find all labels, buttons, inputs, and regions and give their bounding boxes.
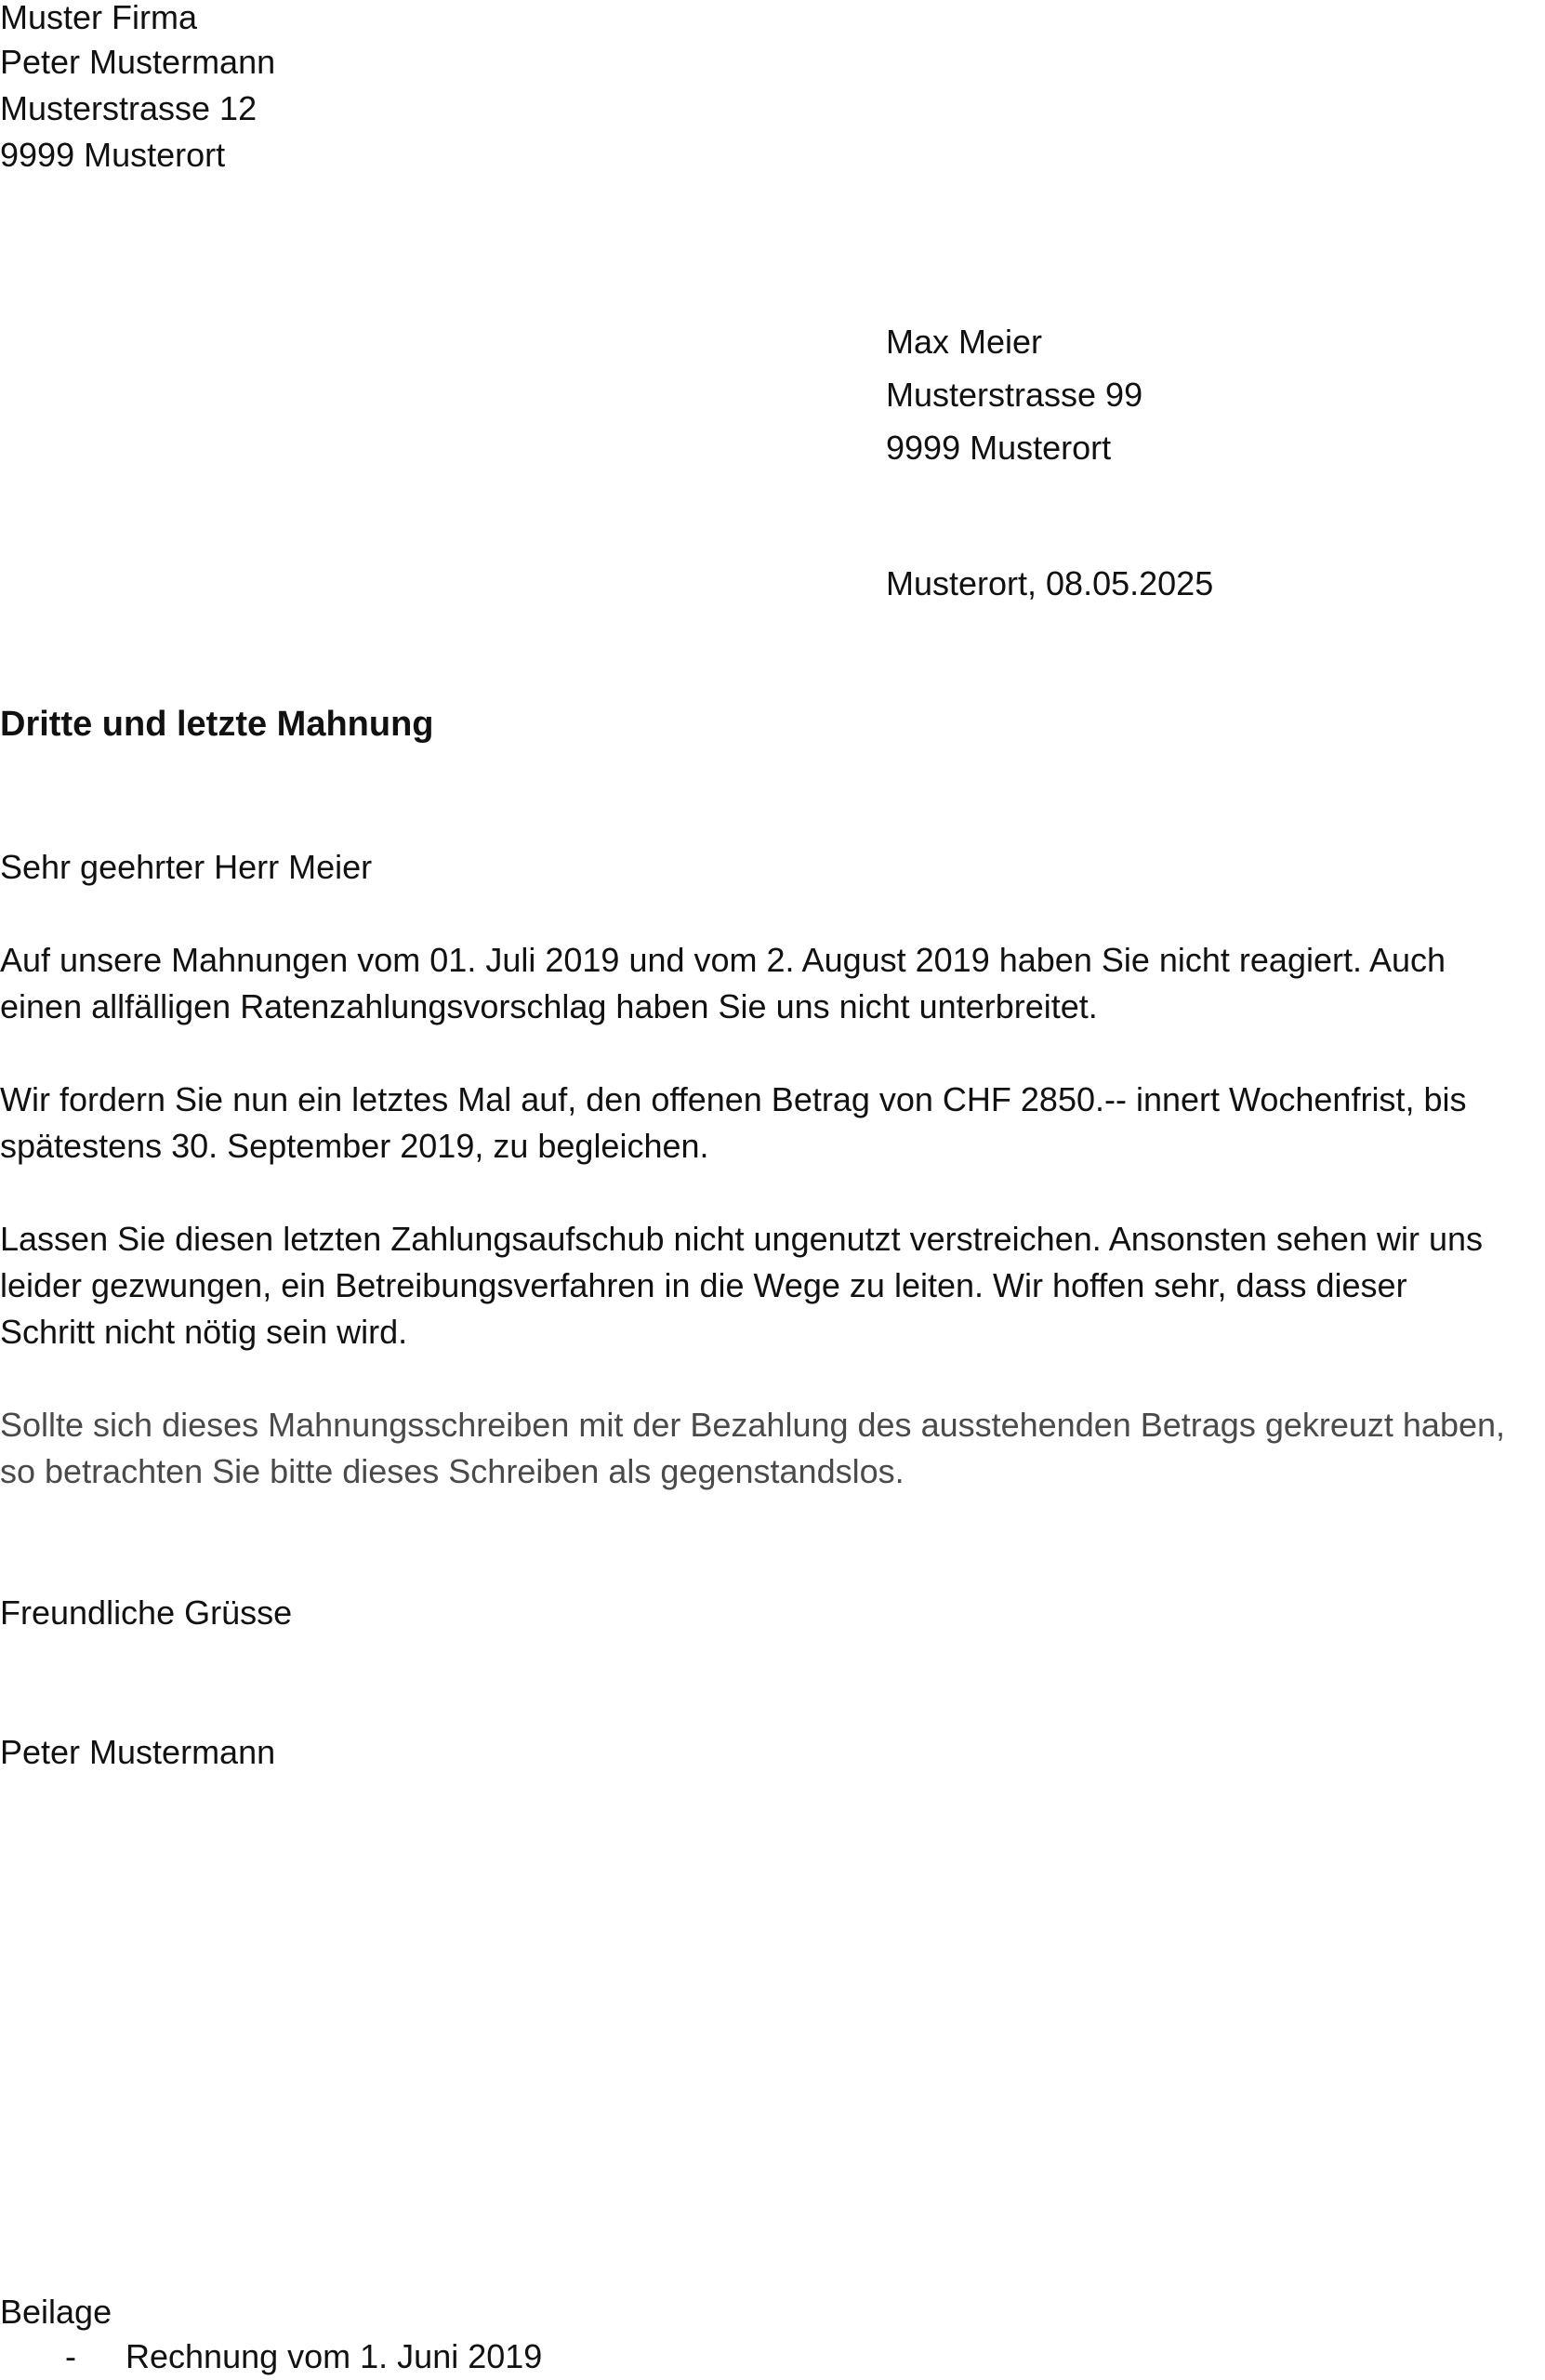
sender-name: Peter Mustermann <box>0 43 276 81</box>
recipient-street: Musterstrasse 99 <box>886 376 1143 414</box>
body-paragraph-3 <box>0 1216 1545 1355</box>
paragraph-line: Schritt nicht nötig sein wird. <box>0 1313 408 1351</box>
date-line: Musterort, 08.05.2025 <box>886 564 1214 602</box>
body-paragraph-4 <box>0 1402 1545 1495</box>
sender-city: 9999 Musterort <box>0 136 226 174</box>
paragraph-line: leider gezwungen, ein Betreibungsverfahren in die Wege zu leiten. Wir hoffen sehr, dass dieser <box>0 1266 1407 1304</box>
signature-name: Peter Mustermann <box>0 1733 276 1771</box>
recipient-name: Max Meier <box>886 323 1043 361</box>
paragraph-line: Wir fordern Sie nun ein letztes Mal auf, den offenen Betrag von CHF 2850.-- innert Wochenfrist, bis <box>0 1080 1467 1118</box>
paragraph-line: Lassen Sie diesen letzten Zahlungsaufschub nicht ungenutzt verstreichen. Ansonsten sehen wir uns <box>0 1220 1484 1258</box>
enclosure-item: Rechnung vom 1. Juni 2019 <box>125 2337 543 2375</box>
paragraph-line: Auf unsere Mahnungen vom 01. Juli 2019 und vom 2. August 2019 haben Sie nicht reagiert. Auch <box>0 941 1446 979</box>
subject-heading: Dritte und letzte Mahnung <box>0 705 434 744</box>
sender-company: Muster Firma <box>0 0 198 36</box>
paragraph-line: spätestens 30. September 2019, zu begleichen. <box>0 1127 709 1165</box>
paragraph-line: Sollte sich dieses Mahnungsschreiben mit der Bezahlung des ausstehenden Betrags gekreuzt haben, <box>0 1406 1506 1444</box>
salutation: Sehr geehrter Herr Meier <box>0 848 373 886</box>
body-paragraph-1 <box>0 937 1545 1030</box>
paragraph-line: einen allfälligen Ratenzahlungsvorschlag haben Sie uns nicht unterbreitet. <box>0 987 1098 1025</box>
closing: Freundliche Grüsse <box>0 1593 293 1632</box>
recipient-city: 9999 Musterort <box>886 429 1112 467</box>
body-paragraph-2 <box>0 1077 1545 1170</box>
sender-street: Musterstrasse 12 <box>0 89 258 127</box>
enclosure-label: Beilage <box>0 2293 112 2331</box>
paragraph-line: so betrachten Sie bitte dieses Schreiben als gegenstandslos. <box>0 1452 905 1490</box>
enclosure-bullet: - <box>65 2337 76 2375</box>
